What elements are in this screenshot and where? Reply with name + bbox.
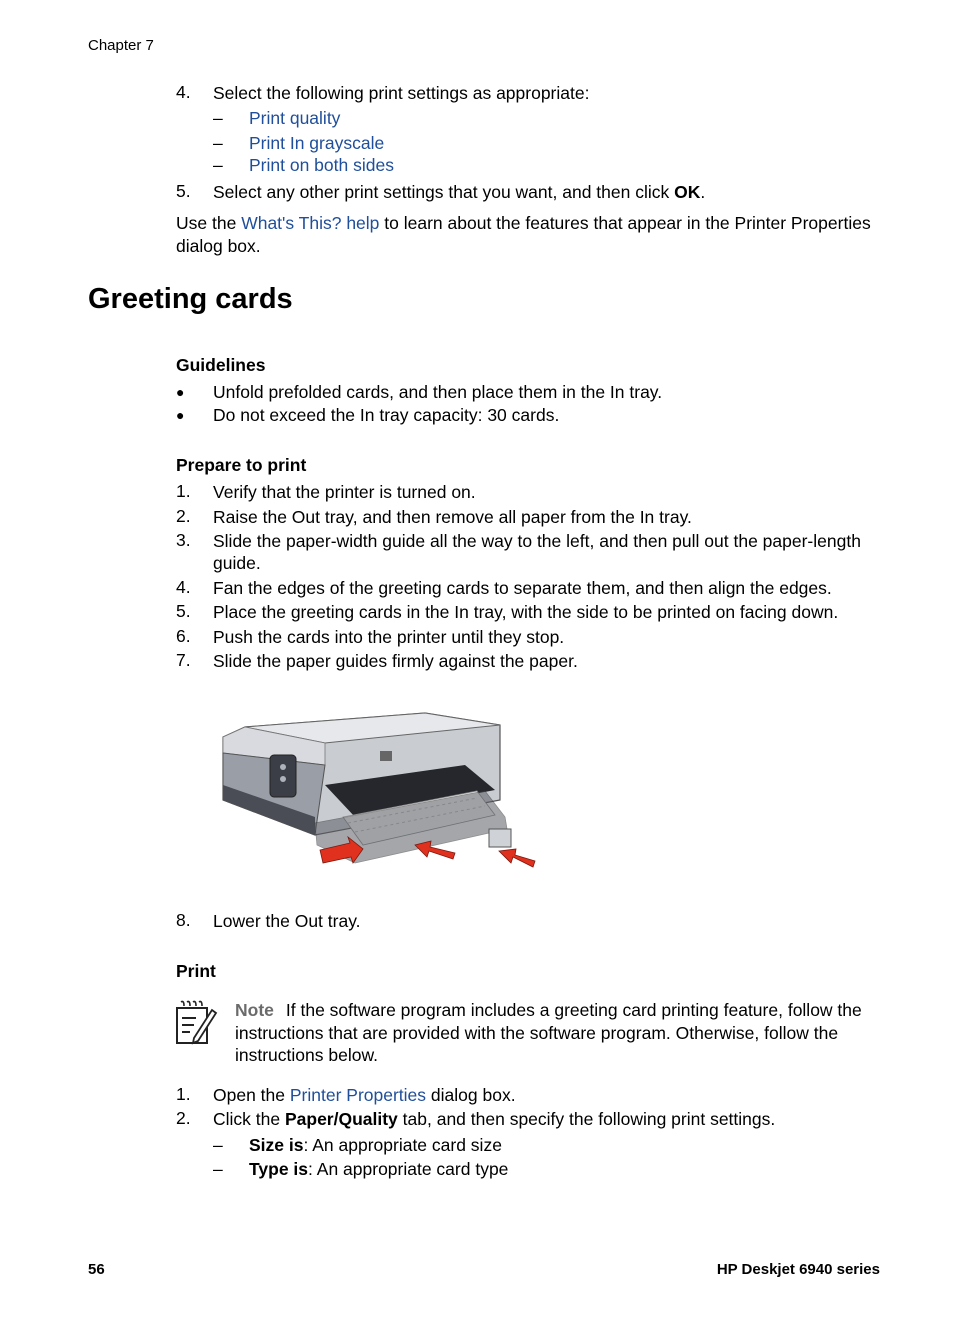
section-title: Greeting cards (88, 283, 293, 315)
note-icon (174, 1000, 218, 1046)
step-text-pre: Open the (213, 1085, 290, 1105)
chapter-header: Chapter 7 (88, 37, 154, 54)
step-text: Raise the Out tray, and then remove all paper from the In tray. (213, 507, 692, 527)
step-number: 4. (176, 82, 191, 102)
step-number: 5. (176, 181, 191, 201)
step-text: Fan the edges of the greeting cards to separate them, and then align the edges. (213, 578, 832, 598)
step-number: 2. (176, 1108, 191, 1128)
step-number: 1. (176, 481, 191, 501)
step-number: 8. (176, 910, 191, 930)
print-grayscale-link[interactable]: Print In grayscale (249, 133, 385, 153)
setting-label: Size is (249, 1135, 304, 1155)
step-number: 7. (176, 650, 191, 670)
dash-marker: – (213, 133, 223, 153)
guideline-item: Unfold prefolded cards, and then place them in the In tray. (213, 382, 663, 402)
setting-value: : An appropriate card size (303, 1135, 502, 1155)
dash-marker: – (213, 155, 223, 175)
printer-loading-illustration (215, 705, 545, 875)
guideline-item: Do not exceed the In tray capacity: 30 cards. (213, 405, 560, 425)
guidelines-heading: Guidelines (176, 355, 266, 375)
step-text-pre: Click the (213, 1109, 285, 1129)
step-text-post: tab, and then specify the following print settings. (397, 1109, 776, 1129)
page-number: 56 (88, 1261, 105, 1278)
help-post: to learn about the features that appear in the Printer Properties dialog box. (176, 213, 871, 256)
note-text (235, 999, 885, 1067)
prepare-heading: Prepare to print (176, 455, 307, 475)
help-pre: Use the (176, 213, 242, 233)
hp-logo-icon (380, 751, 392, 761)
step-text: Lower the Out tray. (213, 911, 361, 931)
setting-item (249, 1159, 508, 1180)
step-number: 4. (176, 577, 191, 597)
note-body: If the software program includes a greeting card printing feature, follow the instructions that are provided with the software program. Otherwise, follow the instructions below. (235, 1000, 862, 1065)
step-text: Select the following print settings as appropriate: (213, 83, 590, 103)
paper-quality-label: Paper/Quality (284, 1109, 398, 1129)
bullet-marker: ● (176, 384, 185, 400)
step-text: Slide the paper guides firmly against the paper. (213, 651, 578, 671)
step-text-pre: Select any other print settings that you want, and then click (213, 182, 675, 202)
setting-label: Type is (249, 1159, 309, 1179)
note-label: Note (235, 1000, 274, 1020)
push-arrow-icon (499, 849, 535, 867)
help-paragraph (176, 212, 886, 257)
step-text: Place the greeting cards in the In tray, with the side to be printed on facing down. (213, 602, 839, 622)
step-text (213, 181, 883, 203)
step-number: 6. (176, 626, 191, 646)
step-number: 3. (176, 530, 191, 550)
setting-item (249, 1135, 502, 1156)
dash-marker: – (213, 108, 223, 128)
setting-value: : An appropriate card type (308, 1159, 509, 1179)
step-text (213, 1108, 883, 1130)
step-text: Push the cards into the printer until they stop. (213, 627, 565, 647)
bullet-marker: ● (176, 407, 185, 423)
dash-marker: – (213, 1135, 223, 1155)
print-quality-link[interactable]: Print quality (249, 108, 341, 128)
step-text (213, 1084, 883, 1106)
product-name: HP Deskjet 6940 series (716, 1261, 880, 1278)
step-number: 5. (176, 601, 191, 621)
ok-label: OK (674, 182, 701, 202)
whats-this-help-link[interactable]: What's This? help (241, 213, 380, 233)
step-text-post: . (700, 182, 706, 202)
print-both-sides-link[interactable]: Print on both sides (249, 155, 394, 175)
printer-properties-link[interactable]: Printer Properties (289, 1085, 427, 1105)
step-text: Verify that the printer is turned on. (213, 482, 476, 502)
dash-marker: – (213, 1159, 223, 1179)
step-text-post: dialog box. (426, 1085, 516, 1105)
print-heading: Print (176, 961, 216, 981)
step-number: 1. (176, 1084, 191, 1104)
step-number: 2. (176, 506, 191, 526)
step-text: Slide the paper-width guide all the way to the left, and then pull out the paper-length guide. (213, 531, 861, 573)
